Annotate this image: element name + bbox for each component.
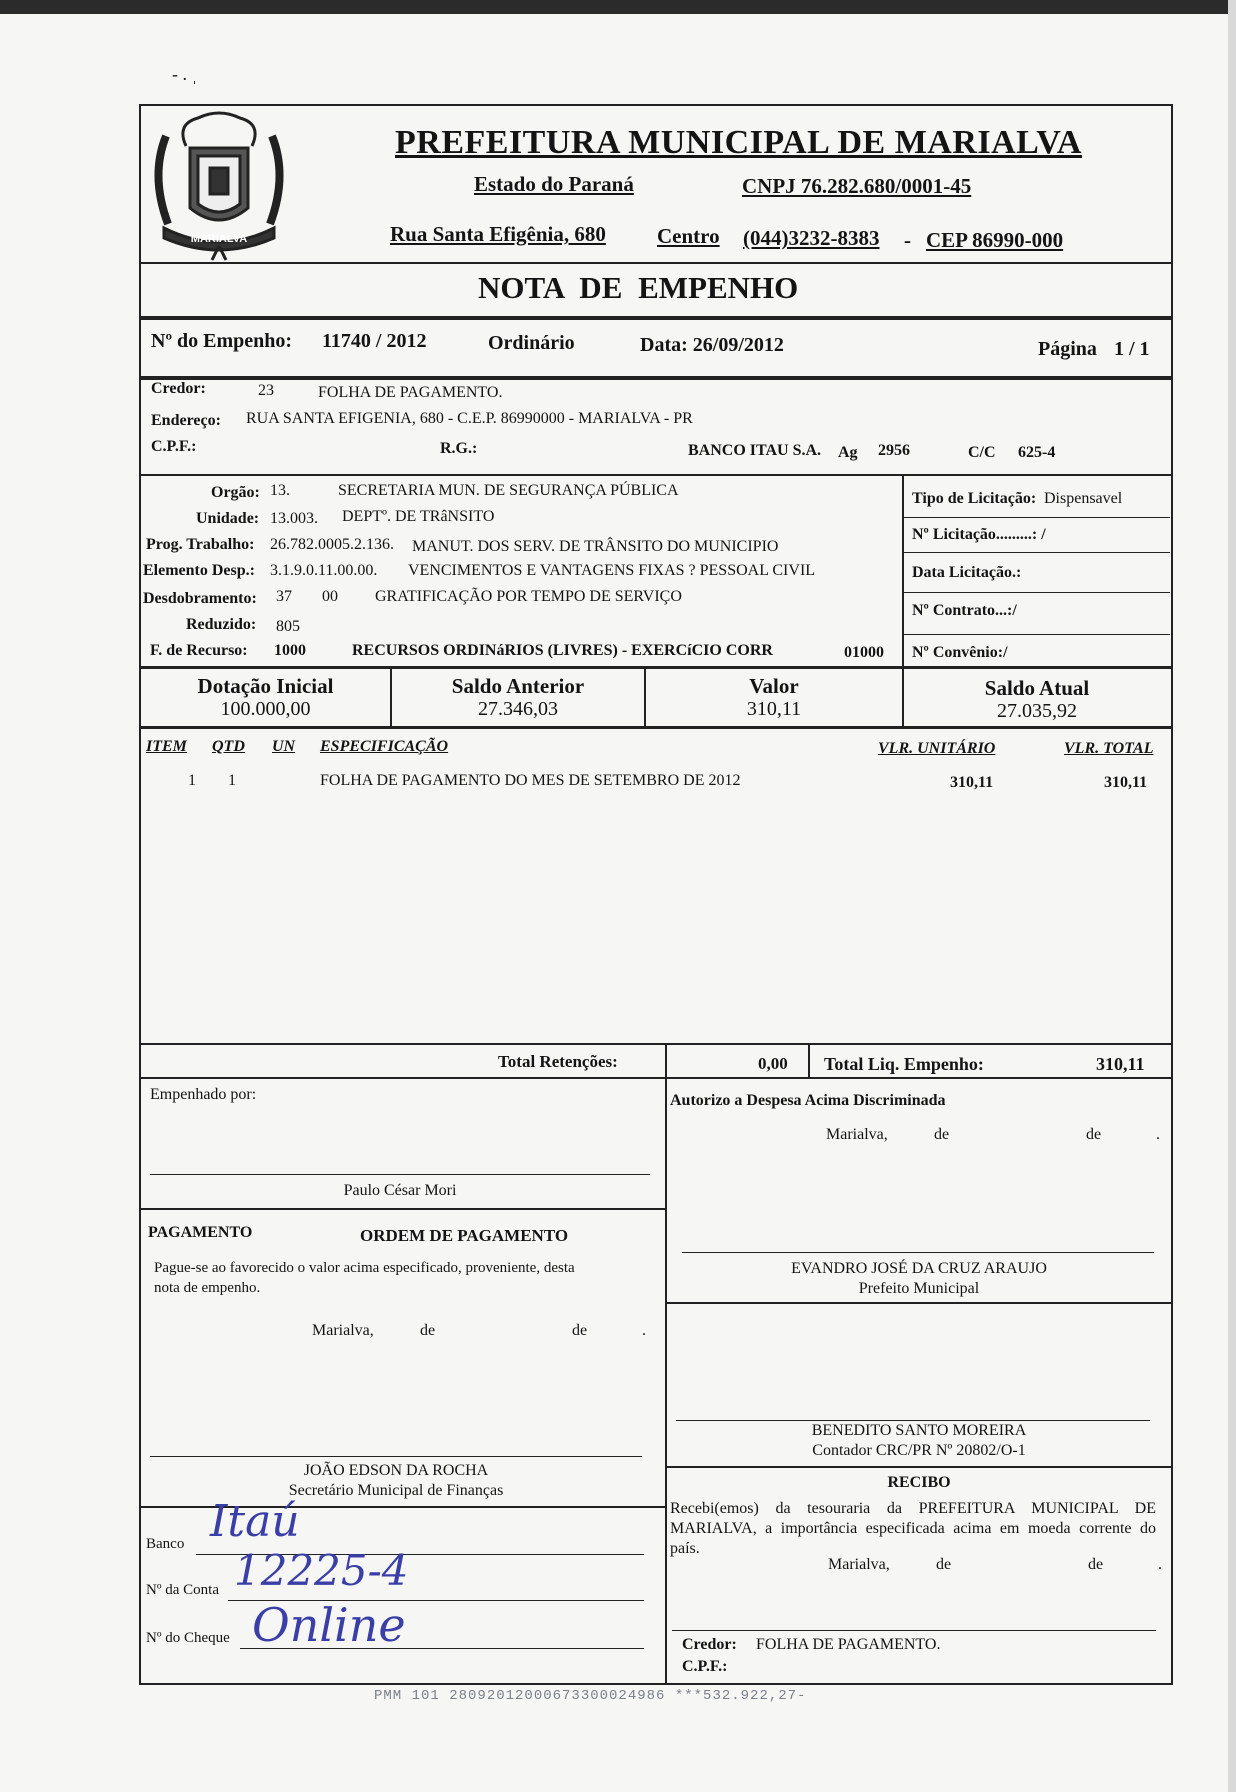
credor-code: 23 — [258, 382, 274, 399]
empenho-type: Ordinário — [488, 332, 575, 354]
licitacao-tipo-label: Tipo de Licitação: — [912, 490, 1037, 507]
col-qtd: QTD — [212, 738, 245, 755]
orgao-name: SECRETARIA MUN. DE SEGURANÇA PÚBLICA — [338, 482, 679, 499]
scan-marks: - . ˌ — [172, 64, 198, 84]
saldo-atual-value: 27.035,92 — [997, 700, 1077, 722]
recibo-text-2: MARIALVA, a importância especificada acima em moeda corrente do — [670, 1520, 1156, 1537]
pagamento-label: PAGAMENTO — [148, 1224, 253, 1241]
col-un: UN — [272, 738, 296, 755]
district: Centro — [657, 224, 720, 248]
divider — [141, 666, 1171, 669]
liquido-label: Total Liq. Empenho: — [824, 1054, 984, 1074]
recibo-label: RECIBO — [887, 1474, 951, 1491]
street-address: Rua Santa Efigênia, 680 — [390, 222, 606, 246]
unidade-code: 13.003. — [270, 510, 318, 527]
conta-handwritten: 12225-4 — [234, 1546, 409, 1595]
desdobramento-a: 37 — [276, 588, 292, 605]
divider — [902, 592, 1170, 593]
reduzido-label: Reduzido: — [186, 616, 257, 633]
pagamento-de2: de — [572, 1322, 588, 1339]
dotacao-label: Dotação Inicial — [197, 674, 334, 698]
cheque-label: Nº do Cheque — [146, 1630, 230, 1646]
item-qtd: 1 — [228, 772, 236, 789]
account-label: C/C — [968, 444, 996, 461]
seal-text: MARIALVA — [190, 233, 248, 245]
signature-line — [676, 1420, 1150, 1421]
recibo-text-3: país. — [670, 1540, 700, 1557]
cnpj: CNPJ 76.282.680/0001-45 — [742, 174, 972, 198]
divider — [808, 1043, 810, 1077]
unidade-name: DEPTº. DE TRâNSITO — [342, 508, 495, 525]
elemento-label: Elemento Desp.: — [143, 562, 255, 579]
state-name: Estado do Paraná — [474, 172, 634, 196]
document-title: NOTA DE EMPENHO — [478, 270, 799, 305]
item-especificacao: FOLHA DE PAGAMENTO DO MES DE SETEMBRO DE 2012 — [320, 772, 741, 789]
bank-name: BANCO ITAU S.A. — [688, 442, 822, 459]
secretary-title: Secretário Municipal de Finanças — [288, 1482, 504, 1499]
pagamento-dot: . — [642, 1322, 646, 1339]
page-number: 1 / 1 — [1114, 338, 1150, 360]
saldo-anterior-label: Saldo Anterior — [451, 674, 585, 698]
valor-value: 310,11 — [746, 698, 802, 720]
recibo-text-1: Recebi(emos) da tesouraria da PREFEITURA MUNICIPAL DE — [670, 1500, 1156, 1517]
signature-line — [150, 1456, 642, 1457]
page-label: Página — [1038, 338, 1097, 360]
col-vlr-unitario: VLR. UNITÁRIO — [878, 740, 996, 757]
signature-line — [682, 1252, 1154, 1253]
banco-handwritten: Itaú — [210, 1496, 300, 1547]
divider — [902, 634, 1170, 635]
divider — [141, 1208, 665, 1210]
licitacao-numero: Nº Licitação.........: / — [912, 526, 1046, 543]
prog-name: MANUT. DOS SERV. DE TRÂNSITO DO MUNICIPIO — [412, 538, 779, 555]
orgao-code: 13. — [270, 482, 290, 499]
signature-line — [150, 1174, 650, 1175]
contador-title: Contador CRC/PR Nº 20802/O-1 — [812, 1442, 1026, 1459]
empenho-number: 11740 / 2012 — [322, 330, 427, 352]
scan-top-border — [0, 0, 1236, 14]
recibo-dot: . — [1158, 1556, 1162, 1573]
phone: (044)3232-8383 — [743, 226, 880, 250]
secretary-name: JOÃO EDSON DA ROCHA — [303, 1462, 489, 1479]
autorizo-dot: . — [1156, 1126, 1160, 1143]
empenhado-label: Empenhado por: — [150, 1086, 257, 1103]
recibo-cpf-label: C.P.F.: — [682, 1658, 728, 1675]
recibo-de2: de — [1088, 1556, 1104, 1573]
pagamento-text-1: Pague-se ao favorecido o valor acima especificado, proveniente, desta — [154, 1260, 575, 1276]
dotacao-value: 100.000,00 — [220, 698, 311, 720]
signature-line — [672, 1630, 1156, 1631]
divider — [665, 1077, 667, 1683]
pagamento-de1: de — [420, 1322, 436, 1339]
retencoes-label: Total Retenções: — [498, 1052, 618, 1071]
banco-label: Banco — [146, 1536, 185, 1552]
item-number: 1 — [188, 772, 196, 789]
licitacao-data: Data Licitação.: — [912, 564, 1022, 581]
recurso-code: 1000 — [274, 642, 306, 659]
agency-label: Ag — [838, 444, 858, 461]
item-vlr-unitario: 310,11 — [950, 774, 994, 791]
recibo-de1: de — [936, 1556, 952, 1573]
pagamento-text-2: nota de empenho. — [154, 1280, 261, 1296]
desdobramento-b: 00 — [322, 588, 338, 605]
municipal-seal-icon — [146, 106, 292, 262]
rg-label: R.G.: — [440, 440, 478, 457]
autorizo-de1: de — [934, 1126, 950, 1143]
scan-right-border — [1228, 0, 1236, 1792]
recurso-ref: 01000 — [844, 644, 884, 661]
ordem-pagamento-label: ORDEM DE PAGAMENTO — [360, 1226, 569, 1245]
recurso-label: F. de Recurso: — [150, 642, 248, 659]
agency-number: 2956 — [878, 442, 910, 459]
divider — [141, 474, 1171, 476]
divider — [141, 1043, 1171, 1045]
prog-code: 26.782.0005.2.136. — [270, 536, 394, 553]
divider — [902, 552, 1170, 553]
saldo-anterior-value: 27.346,03 — [478, 698, 558, 720]
recibo-credor: FOLHA DE PAGAMENTO. — [756, 1636, 941, 1653]
mayor-title: Prefeito Municipal — [858, 1280, 980, 1297]
empenhado-name: Paulo César Mori — [343, 1182, 457, 1199]
prog-label: Prog. Trabalho: — [146, 536, 255, 553]
divider — [141, 316, 1171, 320]
cheque-handwritten: Online — [252, 1598, 406, 1652]
orgao-label: Orgão: — [211, 484, 260, 501]
autorizo-place: Marialva, — [826, 1126, 888, 1143]
divider — [665, 1043, 667, 1077]
desdobramento-name: GRATIFICAÇÃO POR TEMPO DE SERVIÇO — [375, 588, 682, 605]
divider — [141, 1077, 1171, 1079]
divider — [665, 1302, 1171, 1304]
contador-name: BENEDITO SANTO MOREIRA — [811, 1422, 1027, 1439]
empenho-date: Data: 26/09/2012 — [640, 334, 784, 356]
divider — [665, 1466, 1171, 1468]
elemento-name: VENCIMENTOS E VANTAGENS FIXAS ? PESSOAL CIVIL — [408, 562, 816, 579]
col-especificacao: ESPECIFICAÇÃO — [320, 738, 449, 755]
pagamento-place: Marialva, — [312, 1322, 374, 1339]
divider — [141, 376, 1171, 380]
col-vlr-total: VLR. TOTAL — [1064, 740, 1154, 757]
separator-dash: - — [904, 228, 911, 252]
cpf-label: C.P.F.: — [151, 438, 197, 455]
cep: CEP 86990-000 — [926, 228, 1064, 252]
recibo-place: Marialva, — [828, 1556, 890, 1573]
credor-name: FOLHA DE PAGAMENTO. — [318, 384, 503, 401]
empenho-label: Nº do Empenho: — [151, 330, 293, 352]
divider — [141, 726, 1171, 729]
col-item: ITEM — [146, 738, 187, 755]
convenio-numero: Nº Convênio:/ — [912, 644, 1008, 661]
licitacao-tipo: Dispensavel — [1044, 490, 1123, 507]
recibo-credor-label: Credor: — [682, 1636, 737, 1653]
address-label: Endereço: — [151, 412, 221, 429]
recurso-name: RECURSOS ORDINáRIOS (LIVRES) - EXERCíCIO CORR — [352, 642, 773, 659]
account-number: 625-4 — [1018, 444, 1056, 461]
credor-label: Credor: — [151, 380, 206, 397]
elemento-code: 3.1.9.0.11.00.00. — [270, 562, 378, 579]
unidade-label: Unidade: — [196, 510, 260, 527]
retencoes-value: 0,00 — [758, 1054, 788, 1073]
item-vlr-total: 310,11 — [1104, 774, 1148, 791]
divider — [902, 517, 1170, 518]
divider — [902, 474, 904, 666]
contrato-numero: Nº Contrato...:/ — [912, 602, 1017, 619]
reduzido-value: 805 — [276, 618, 300, 635]
liquido-value: 310,11 — [1096, 1054, 1145, 1074]
conta-label: Nº da Conta — [146, 1582, 219, 1598]
saldo-atual-label: Saldo Atual — [984, 676, 1090, 700]
credor-address: RUA SANTA EFIGENIA, 680 - C.E.P. 86990000 - MARIALVA - PR — [246, 410, 693, 427]
mayor-name: EVANDRO JOSÉ DA CRUZ ARAUJO — [791, 1260, 1047, 1277]
divider — [141, 262, 1171, 264]
autorizo-de2: de — [1086, 1126, 1102, 1143]
footer-code: PMM 101 28092012000673300024986 ***532.922,27- — [374, 1688, 807, 1704]
page-title: PREFEITURA MUNICIPAL DE MARIALVA — [395, 124, 1082, 161]
valor-label: Valor — [749, 674, 799, 698]
desdobramento-label: Desdobramento: — [143, 590, 257, 607]
autorizo-label: Autorizo a Despesa Acima Discriminada — [670, 1092, 946, 1109]
